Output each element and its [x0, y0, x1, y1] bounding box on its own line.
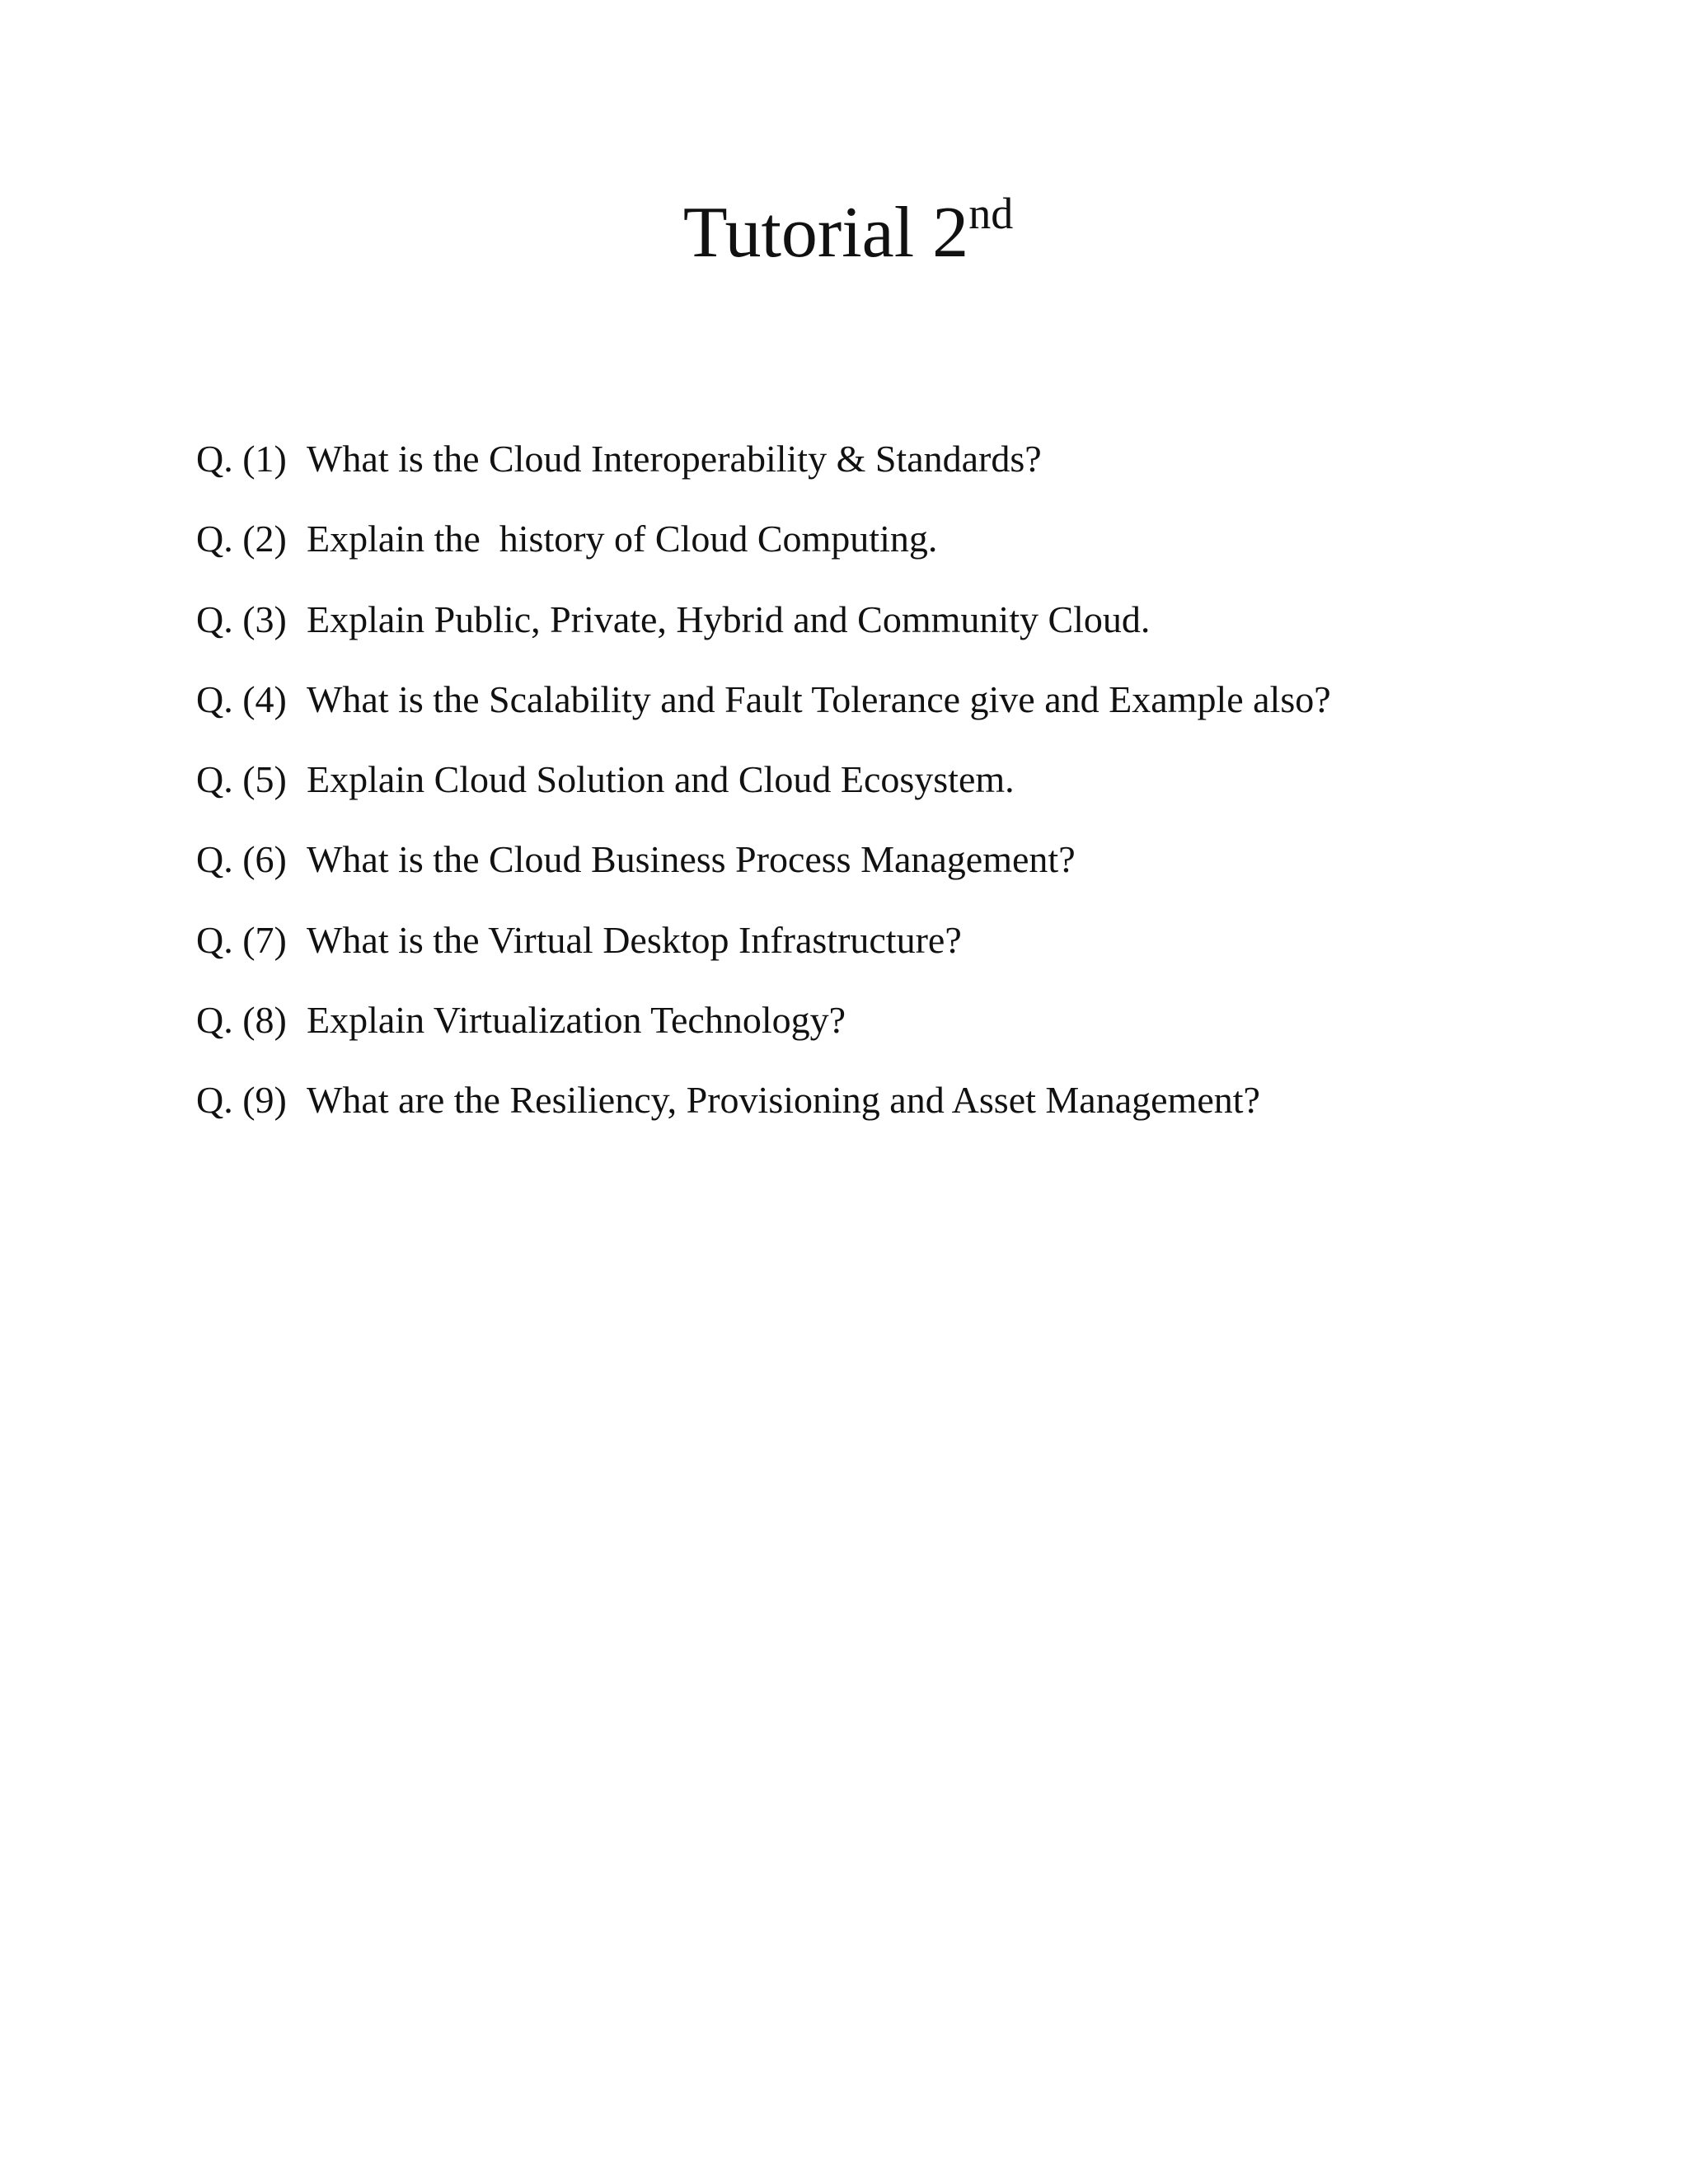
question-number: Q. (6): [196, 838, 287, 881]
question-text: What is the Cloud Business Process Management?: [307, 838, 1076, 881]
question-item: [196, 998, 1614, 1078]
question-item: [196, 437, 1614, 517]
question-item: [196, 677, 1614, 757]
question-number: Q. (1): [196, 438, 287, 480]
question-number: Q. (3): [196, 598, 287, 640]
question-number: Q. (2): [196, 518, 287, 560]
question-text: What are the Resiliency, Provisioning and Asset Management?: [307, 1079, 1260, 1122]
title-main: Tutorial 2: [682, 193, 969, 273]
question-text: What is the Virtual Desktop Infrastructure?: [307, 918, 962, 961]
question-number: Q. (5): [196, 758, 287, 801]
question-number: Q. (8): [196, 999, 287, 1042]
question-text: Explain Virtualization Technology?: [307, 999, 846, 1042]
question-item: [196, 517, 1614, 597]
question-text: Explain Public, Private, Hybrid and Community Cloud.: [307, 598, 1151, 640]
question-list: [196, 437, 1614, 1159]
question-item: [196, 1078, 1614, 1158]
question-number: Q. (7): [196, 918, 287, 961]
page-title: [0, 188, 1688, 279]
question-item: [196, 757, 1614, 837]
question-item: [196, 598, 1614, 677]
question-text: What is the Scalability and Fault Tolerance give and Example also?: [307, 677, 1331, 720]
question-text: What is the Cloud Interoperability & Standards?: [307, 438, 1042, 480]
question-item: [196, 918, 1614, 998]
title-superscript: nd: [968, 188, 1014, 238]
question-text: Explain Cloud Solution and Cloud Ecosystem.: [307, 758, 1015, 801]
question-item: [196, 837, 1614, 917]
question-number: Q. (4): [196, 677, 287, 720]
question-number: Q. (9): [196, 1079, 287, 1122]
question-text: Explain the history of Cloud Computing.: [307, 518, 938, 560]
